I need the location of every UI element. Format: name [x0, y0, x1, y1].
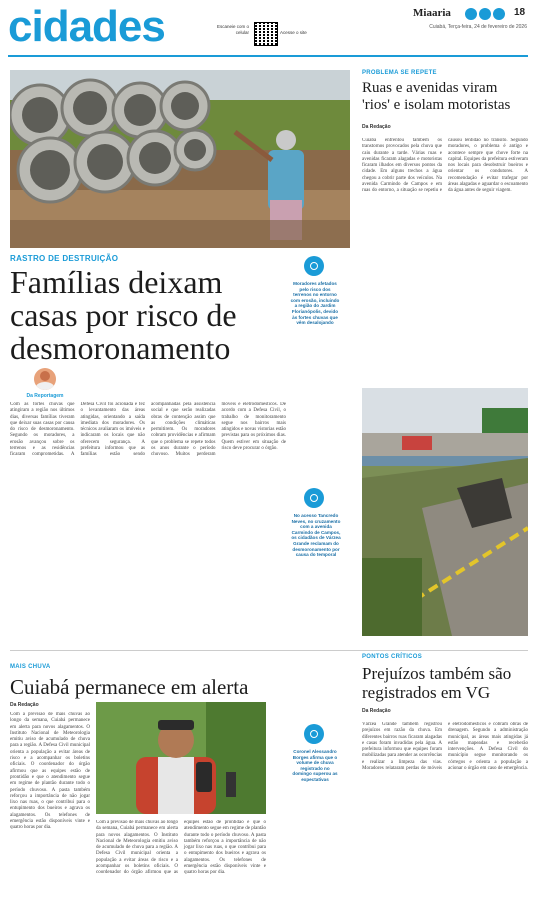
info-circle-icon — [304, 724, 324, 744]
erosion-photo-art — [10, 70, 350, 248]
story1-headline — [10, 266, 305, 365]
masthead — [0, 0, 535, 60]
story1-author: Da Reportagem — [26, 393, 64, 399]
story2-body: Cuiabá enfrentou também os transtornos provocados pela chuva que caiu durante a tarde. Várias ruas e avenidas ficaram alagadas e motoristas ficaram ilhados em diversos pontos da cidade. Em alguns trechos a água chegou a cobrir parte dos veículos. Na avenida Carmindo de Campos e em ruas do entorno, a situação se repetiu e causou lentidão no trânsito. Segundo moradores, o problema é antigo e acontece sempre que chove forte na capital. Equipes da prefeitura estiveram nos locais para desobstruir bueiros e orientar os condutores. A recomendação é evitar trafegar por áreas alagadas e aguardar o escoamento da água antes de seguir viagem. — [362, 138, 528, 194]
erosion-photo — [10, 70, 350, 248]
story3-headline: Cuiabá permanece em alerta — [10, 675, 249, 699]
bridge-photo — [362, 388, 528, 636]
date-line: Cuiabá, Terça-feira, 24 de fevereiro de 2026 — [429, 24, 527, 30]
story1-body: Com as fortes chuvas que atingiram a região nos últimos dias, diversas famílias tiveram que deixar suas casas por causa do risco de desmoronamento. Segundo os moradores, a erosão avançou sobre os terrenos e as residências ficaram comprometidas. A Defesa Civil foi acionada e fez o levantamento das áreas atingidas, orientando a saída imediata dos moradores. Os técnicos avaliaram os imóveis e indicaram os locais que não oferecem segurança. A prefeitura informou que as famílias estão sendo acompanhadas pela assistência social e que serão realizadas obras de contenção assim que as condições climáticas permitirem. Os moradores cobram providências e afirmam que o problema se repete todos os anos durante o período chuvoso. Muitos perderam móveis e eletrodomésticos. De acordo com a Defesa Civil, o trabalho de monitoramento segue nos bairros mais atingidos e novas vistorias estão previstas para os próximos dias. Quem estiver em situação de risco deve procurar o órgão. — [10, 402, 286, 458]
story3-body-left: Com a previsão de mais chuvas ao longo da semana, Cuiabá permanece em alerta para novos alagamentos. O Instituto Nacional de Meteorologia emitiu aviso de acumulado de chuva para a região. A Defesa Civil municipal orienta a população a evitar áreas de risco e a acompanhar os boletins oficiais. O coordenador do órgão afirmou que as equipes estão de prontidão e que o atendimento segue em regime de plantão durante todo o período chuvoso. A pasta também reforçou a importância de não jogar lixo nas ruas, o que contribui para o entupimento dos bueiros e agrava os alagamentos. Os telefones de emergência estão disponíveis vinte e quatro horas por dia. — [10, 712, 90, 831]
story3-side-caption: Coronel Alessandro Borges afirma que o volume de chuva registrado no domingo superou as expectativas — [292, 749, 338, 782]
author-photo — [34, 368, 56, 390]
story2-kicker: PROBLEMA SE REPETE — [362, 70, 437, 76]
coronel-photo-art — [96, 702, 266, 814]
story3-body-right: Com a previsão de mais chuvas ao longo da semana, Cuiabá permanece em alerta para novos alagamentos. O Instituto Nacional de Meteorologia emitiu aviso de acumulado de chuva para a região. A Defesa Civil municipal orienta a população a evitar áreas de risco e a acompanhar os boletins oficiais. O coordenador do órgão afirmou que as equipes estão de prontidão e que o atendimento segue em regime de plantão durante todo o período chuvoso. A pasta também reforçou a importância de não jogar lixo nas ruas, o que contribui para o entupimento dos bueiros e agrava os alagamentos. Os telefones de emergência estão disponíveis vinte e quatro horas por dia. — [96, 820, 266, 876]
section-divider — [10, 650, 528, 651]
story4-body: Várzea Grande também registrou prejuízos em razão da chuva. Em diferentes bairros ruas ficaram alagadas e casas foram invadidas pela água. A prefeitura informou que equipes foram mobilizadas para atender as ocorrências e realizar a limpeza das vias. Moradores relataram perdas de móveis e eletrodomésticos e cobram obras de drenagem. Segundo a administração municipal, as áreas mais atingidas já estão mapeadas e receberão intervenções. A Defesa Civil do município segue monitorando os córregos e orienta a população a acionar o órgão em caso de emergência. — [362, 722, 528, 772]
info-circle-icon — [304, 256, 324, 276]
story2-author: Da Redação — [362, 124, 391, 130]
masthead-rule — [8, 55, 528, 57]
scan-label: Escaneie com o celular — [216, 24, 249, 35]
story2-headline-line: Ruas e avenidas viram — [362, 80, 498, 96]
newspaper-name: Miaaria — [413, 7, 451, 19]
story1-kicker: RASTRO DE DESTRUIÇÃO — [10, 254, 119, 263]
story1-side-caption: Moradores afetados pelo risco dos terrenos no entorno com erosão, incluindo a região do Jardim Florianópolis, devido às fortes chuvas que vêm desalojando — [290, 281, 340, 326]
story2-headline-line: 'rios' e isolam motoristas — [362, 97, 511, 113]
story2-photo-caption: No acesso Tancredo Neves, no cruzamento com a avenida Carmindo de Campos, os cidadãos de Várzea Grande reclamam do desmoronamento por causa do temporal — [291, 513, 341, 558]
site-label: Acesse o site — [280, 30, 307, 35]
story2-headline — [362, 80, 530, 114]
qr-code-icon[interactable] — [254, 22, 278, 46]
page-number: 18 — [514, 7, 526, 18]
story4-headline-line: registrados em VG — [362, 683, 491, 702]
story4-headline — [362, 664, 530, 702]
newspaper-logo-badge — [465, 8, 509, 20]
story1-headline-line: Famílias deixam — [10, 264, 223, 300]
story4-author: Da Redação — [362, 708, 391, 714]
section-title: cidades — [8, 2, 165, 51]
story4-headline-line: Prejuízos também são — [362, 664, 512, 683]
coronel-photo — [96, 702, 266, 814]
story4-kicker: PONTOS CRÍTICOS — [362, 654, 423, 660]
bridge-photo-art — [362, 388, 528, 636]
story3-kicker: MAIS CHUVA — [10, 664, 51, 670]
info-circle-icon — [304, 488, 324, 508]
story1-headline-line: casas por risco de — [10, 297, 237, 333]
story1-headline-line: desmoronamento — [10, 330, 231, 366]
story3-author: Da Redação — [10, 702, 39, 708]
